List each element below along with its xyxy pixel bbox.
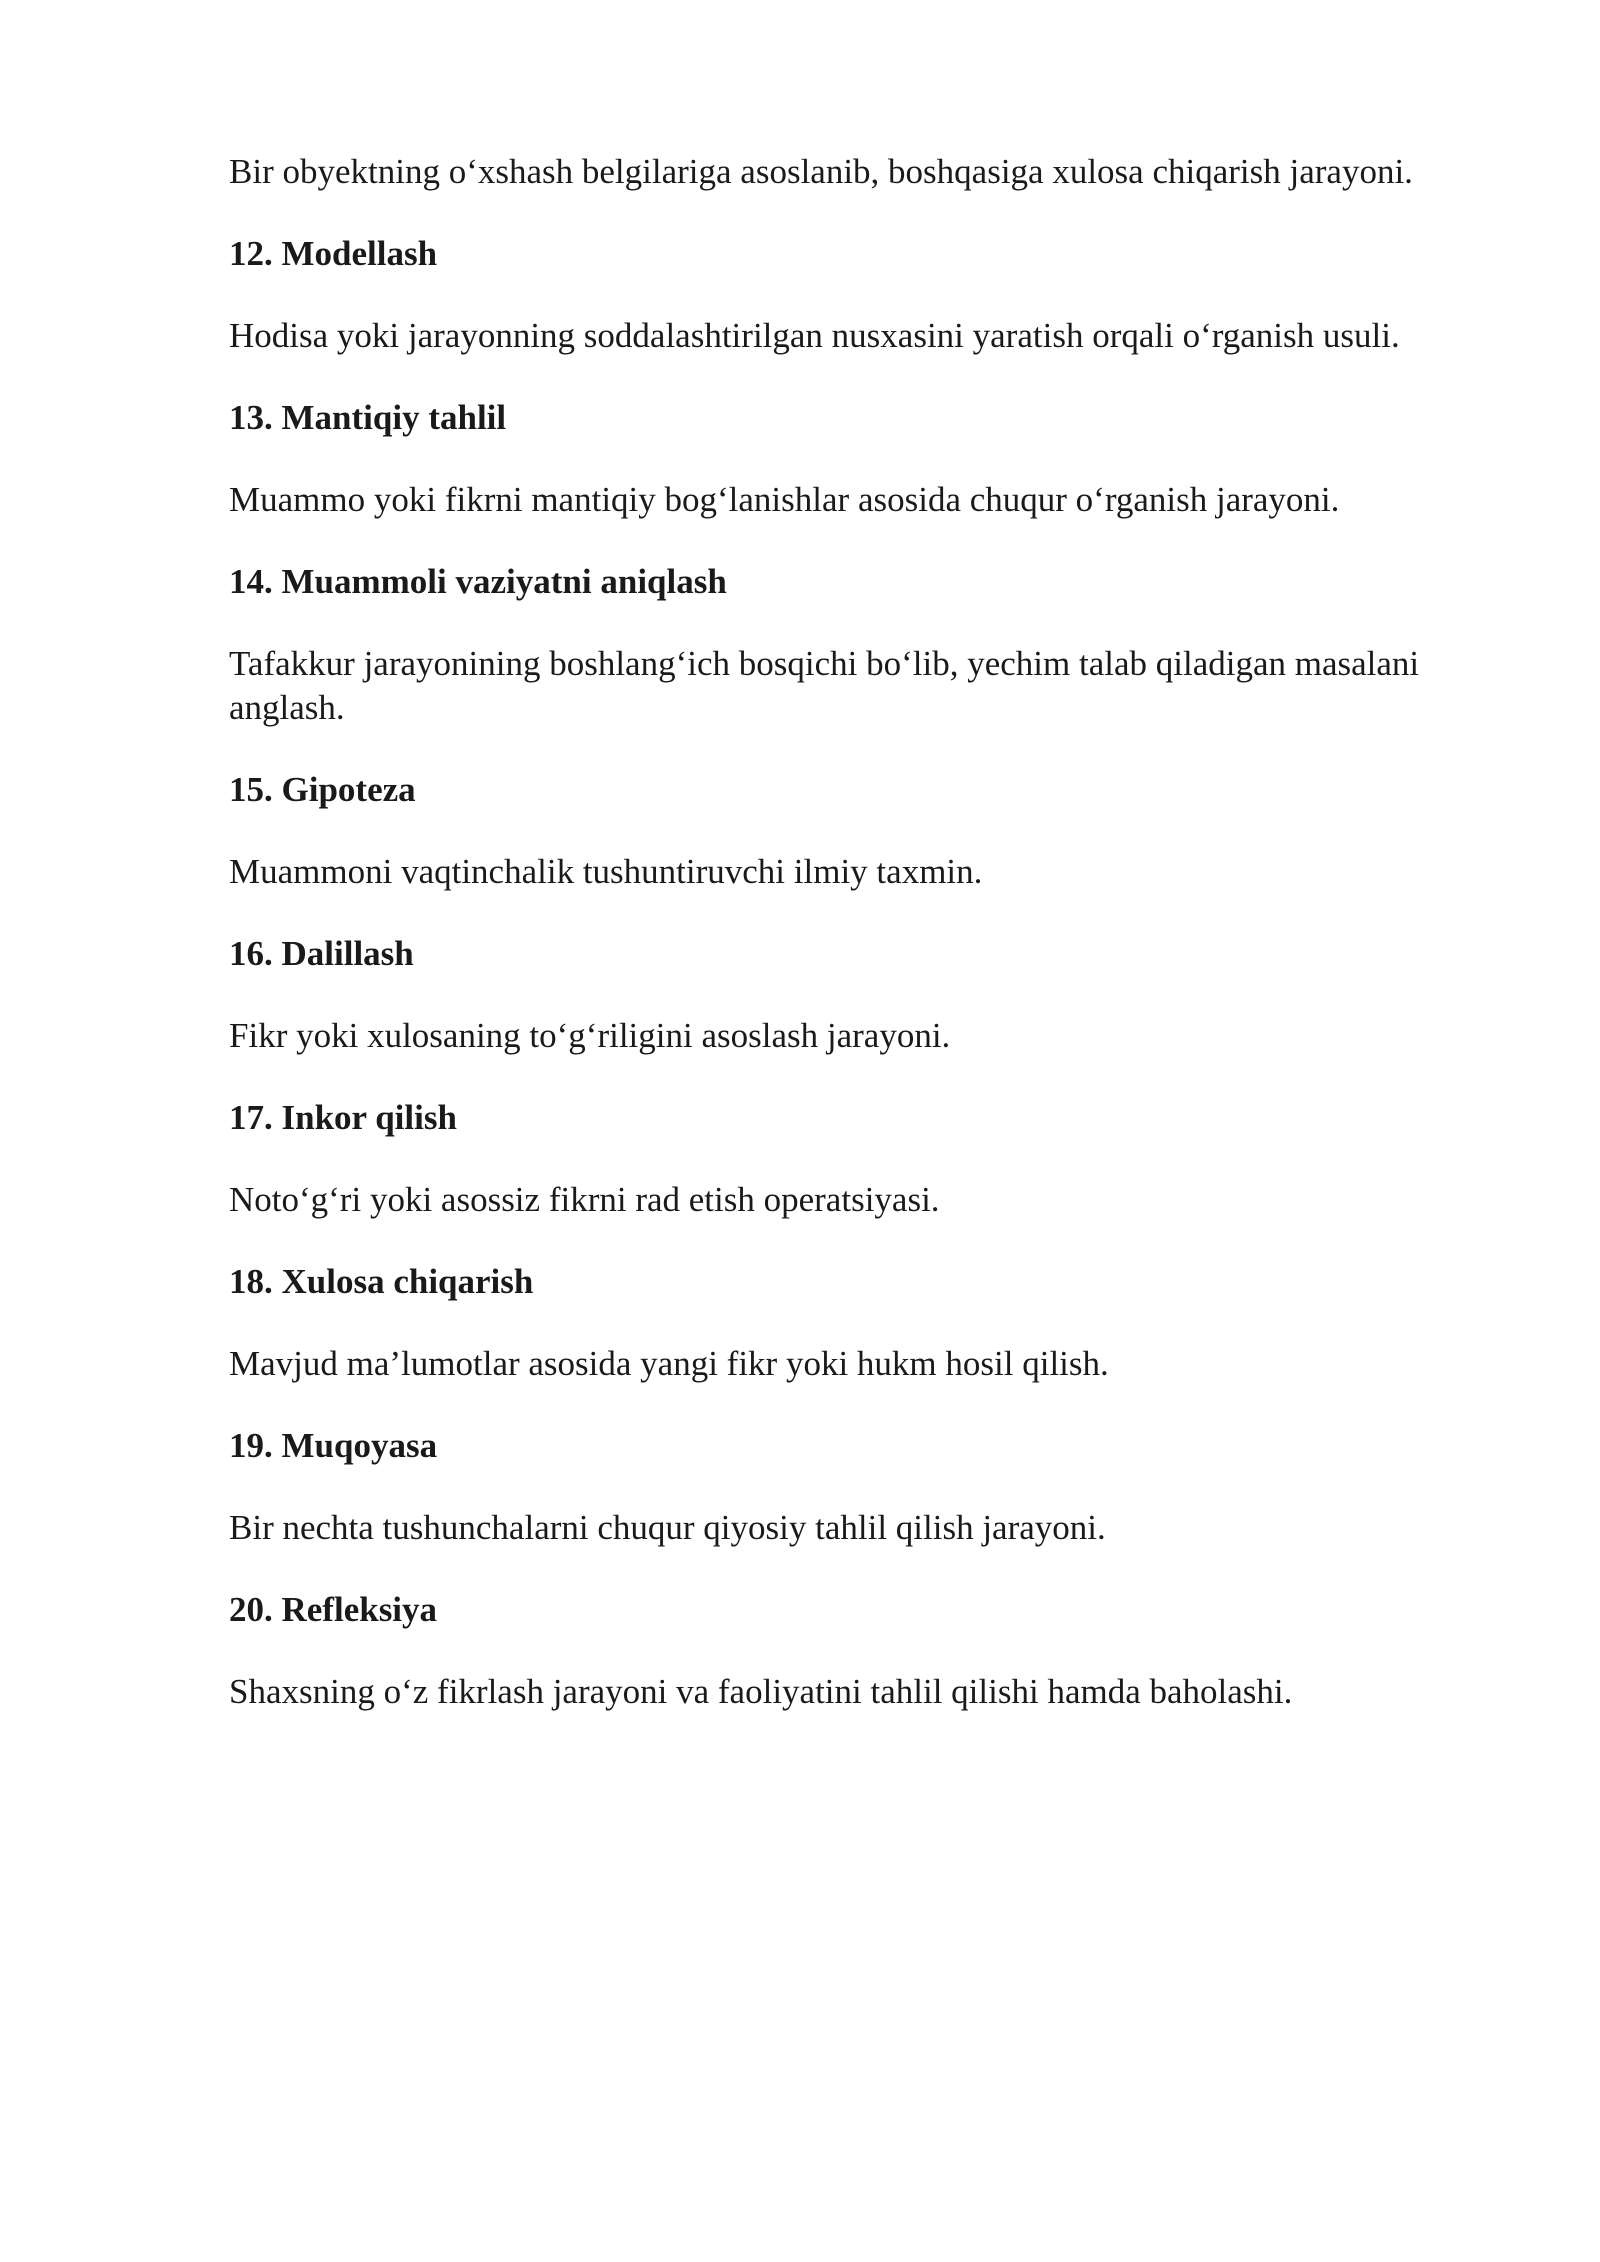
- term-entry: [229, 232, 1489, 358]
- term-heading: 20. Refleksiya: [229, 1590, 438, 1629]
- term-definition: Mavjud ma’lumotlar asosida yangi fikr yoki hukm hosil qilish.: [229, 1344, 1109, 1383]
- term-definition: Shaxsning o‘z fikrlash jarayoni va faoliyatini tahlil qilishi hamda baholashi.: [229, 1672, 1293, 1711]
- term-heading: 14. Muammoli vaziyatni aniqlash: [229, 562, 727, 601]
- term-heading: 15. Gipoteza: [229, 770, 416, 809]
- term-definition: Muammo yoki fikrni mantiqiy bog‘lanishlar asosida chuqur o‘rganish jarayoni.: [229, 480, 1340, 519]
- term-entry: [229, 1424, 1489, 1550]
- term-entry: [229, 560, 1489, 730]
- document-page: [229, 150, 1489, 1752]
- term-entry: [229, 768, 1489, 894]
- term-entry: [229, 1260, 1489, 1386]
- term-definition: Noto‘g‘ri yoki asossiz fikrni rad etish operatsiyasi.: [229, 1180, 940, 1219]
- term-heading: 13. Mantiqiy tahlil: [229, 398, 507, 437]
- term-heading: 18. Xulosa chiqarish: [229, 1262, 534, 1301]
- term-entry: [229, 1096, 1489, 1222]
- term-definition: Fikr yoki xulosaning to‘g‘riligini asoslash jarayoni.: [229, 1016, 951, 1055]
- term-entry: [229, 396, 1489, 522]
- term-heading: 19. Muqoyasa: [229, 1426, 438, 1465]
- term-heading: 17. Inkor qilish: [229, 1098, 457, 1137]
- term-entry: [229, 1588, 1489, 1714]
- term-definition: Hodisa yoki jarayonning soddalashtirilgan nusxasini yaratish orqali o‘rganish usuli.: [229, 316, 1400, 355]
- term-definition: Bir nechta tushunchalarni chuqur qiyosiy tahlil qilish jarayoni.: [229, 1508, 1106, 1547]
- term-definition: Tafakkur jarayonining boshlang‘ich bosqichi bo‘lib, yechim talab qiladigan masalani anglash.: [229, 644, 1420, 727]
- term-heading: 12. Modellash: [229, 234, 438, 273]
- term-entry: [229, 932, 1489, 1058]
- term-heading: 16. Dalillash: [229, 934, 414, 973]
- intro-paragraph: Bir obyektning o‘xshash belgilariga asoslanib, boshqasiga xulosa chiqarish jarayoni.: [229, 152, 1413, 191]
- term-definition: Muammoni vaqtinchalik tushuntiruvchi ilmiy taxmin.: [229, 852, 983, 891]
